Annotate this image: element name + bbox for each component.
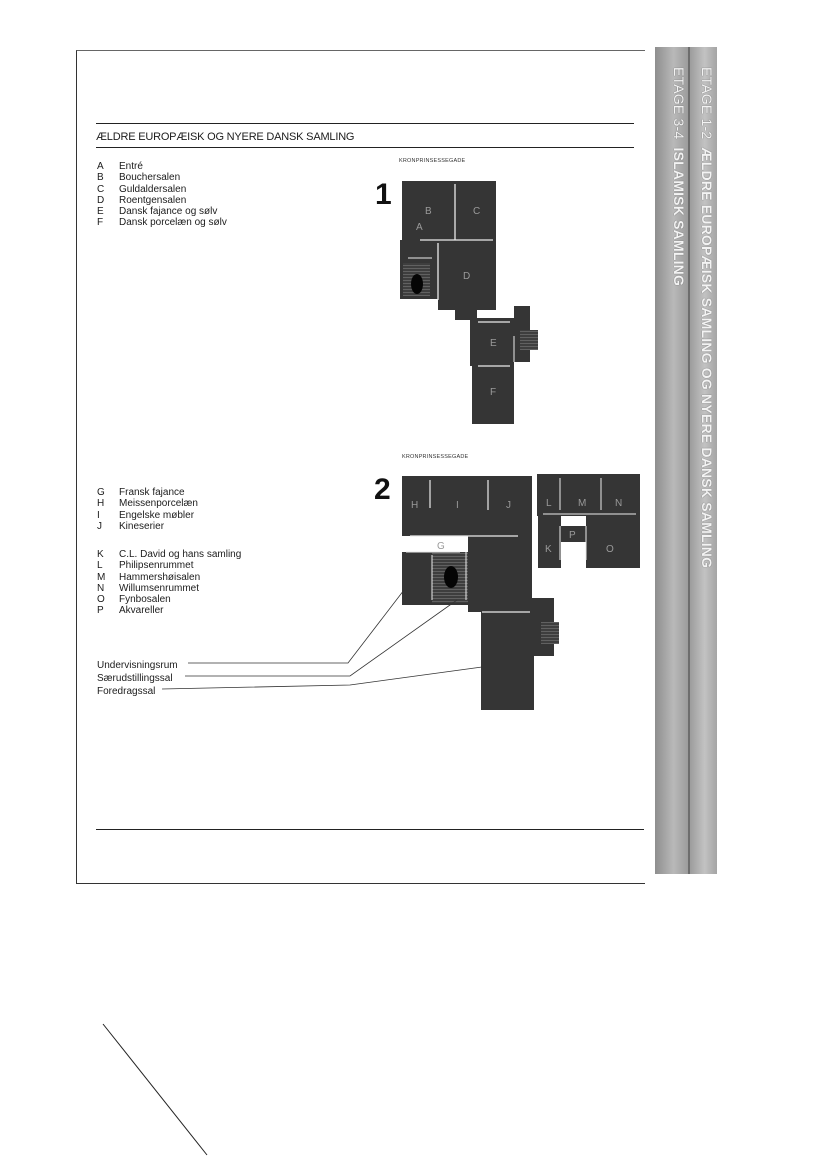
legend-item: L Philipsenrummet xyxy=(97,560,194,572)
callout-saerudstillingssal: Særudstillingssal xyxy=(97,673,173,684)
floor1-number: 1 xyxy=(375,178,392,211)
room-O-block xyxy=(586,514,640,568)
room-label: I xyxy=(456,500,459,511)
room-label: C xyxy=(473,206,481,217)
legend-item: I Engelske møbler xyxy=(97,509,195,521)
legend-item: K C.L. David og hans samling xyxy=(97,549,242,560)
legend-item: N Willumsenrummet xyxy=(97,582,200,594)
side-tab-line-1: ETAGE 3-4 ISLAMISK SAMLING xyxy=(671,67,687,287)
legend-item: E Dansk fajance og sølv xyxy=(97,206,218,218)
floor1-street-label: KRONPRINSESSEGADE xyxy=(399,158,466,164)
callout-foredragssal: Foredragssal xyxy=(97,686,156,697)
legend-item: J Kineserier xyxy=(97,520,165,532)
legend-item: P Akvareller xyxy=(97,605,164,617)
callout-undervisningsrum: Undervisningsrum xyxy=(97,660,178,671)
room-label: O xyxy=(606,544,614,555)
room-label: H xyxy=(411,500,419,511)
legend-item: D Roentgensalen xyxy=(97,194,187,206)
column-1 xyxy=(411,274,423,294)
legend-item: C Guldaldersalen xyxy=(97,183,187,195)
room-label: M xyxy=(578,498,587,509)
room-label: D xyxy=(463,271,471,282)
legend-item: A Entré xyxy=(97,161,143,172)
page-title: ÆLDRE EUROPÆISK OG NYERE DANSK SAMLING xyxy=(96,131,355,143)
room-K-block xyxy=(538,514,561,568)
leader-undervisningsrum xyxy=(188,590,404,663)
legend-item: H Meissenporcelæn xyxy=(97,498,198,510)
legend-item: O Fynbosalen xyxy=(97,594,171,606)
room-label: E xyxy=(490,338,497,349)
foredragssal-block xyxy=(481,612,534,710)
stair-2 xyxy=(541,622,559,644)
legend-item: G Fransk fajance xyxy=(97,487,185,498)
leader-saerudstillingssal xyxy=(185,600,457,676)
rooms-H-I-J-block xyxy=(402,476,532,536)
room-label: F xyxy=(490,387,497,398)
floor2-number: 2 xyxy=(374,473,391,506)
room-label: B xyxy=(425,206,432,217)
floor1-plan xyxy=(400,181,538,424)
room-label: L xyxy=(546,498,552,509)
legend-item: F Dansk porcelæn og sølv xyxy=(97,217,227,229)
room-label: G xyxy=(437,541,445,552)
column-2 xyxy=(444,566,458,588)
central-block xyxy=(468,536,532,612)
rooms-L-M-N-block xyxy=(537,474,640,516)
side-tab-line-2: ETAGE 1-2 ÆLDRE EUROPÆISK SAMLING OG NYERE DANSK SAMLING xyxy=(699,67,715,569)
legend-item: B Bouchersalen xyxy=(97,172,181,184)
room-label: P xyxy=(569,530,576,541)
floor2-plan xyxy=(402,474,640,710)
room-label: N xyxy=(615,498,623,509)
pencil-stroke xyxy=(103,1024,207,1155)
floor2-street-label: KRONPRINSESSEGADE xyxy=(402,454,469,460)
room-label: J xyxy=(506,500,511,511)
stair-1 xyxy=(520,330,538,350)
leader-foredragssal xyxy=(162,667,482,689)
legend-item: M Hammershøisalen xyxy=(97,571,201,583)
room-label: A xyxy=(416,222,423,233)
room-label: K xyxy=(545,544,552,555)
